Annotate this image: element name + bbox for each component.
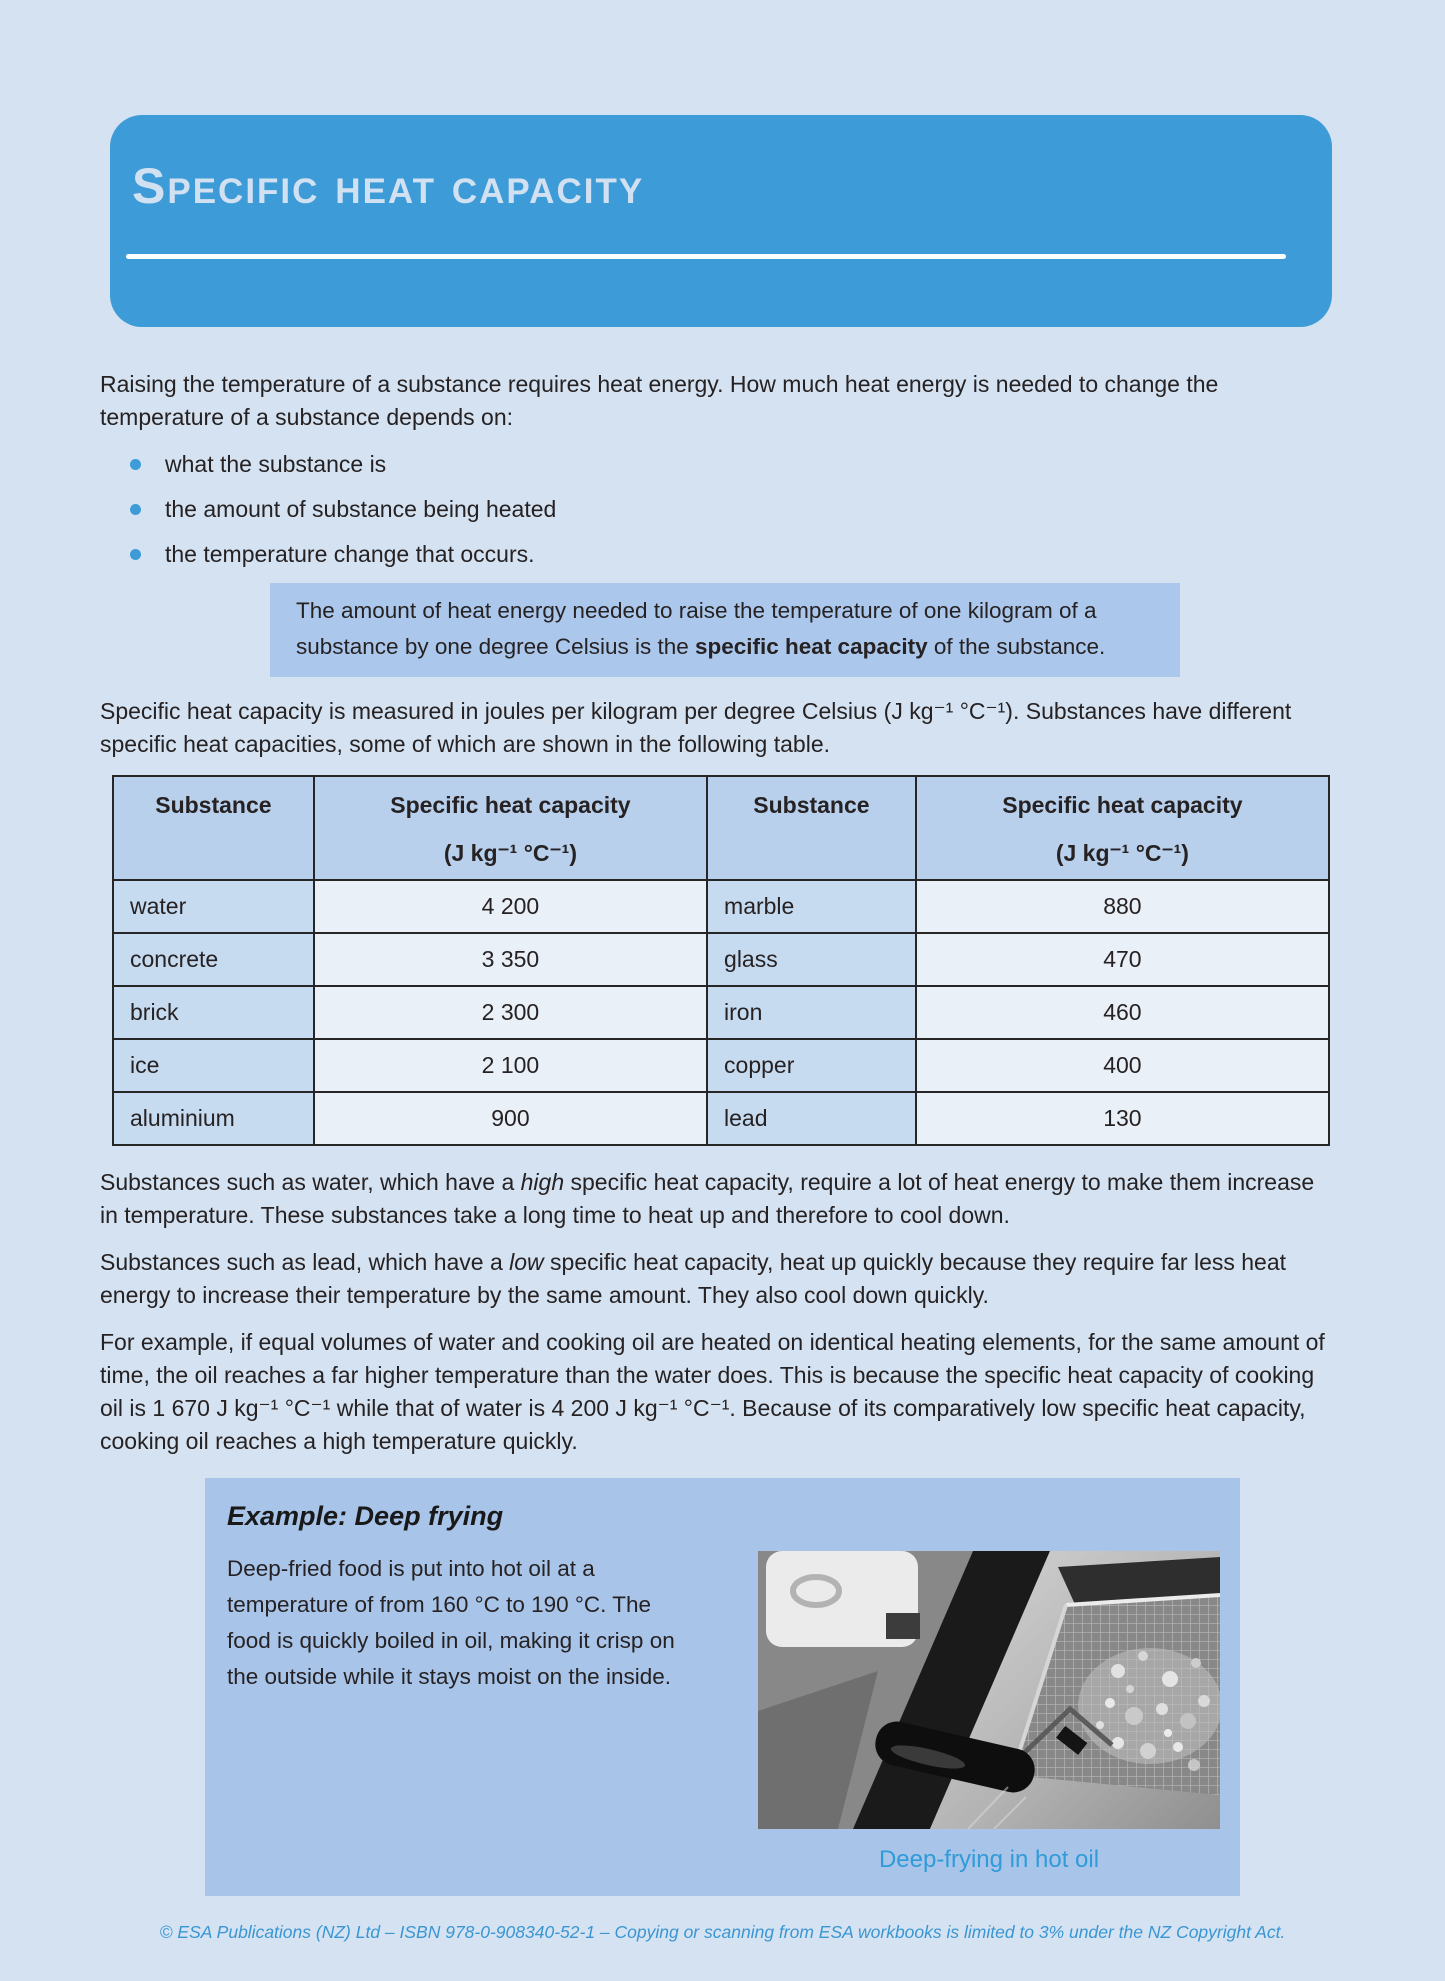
substance-cell: lead [707,1092,916,1145]
specific-heat-capacity-table [112,775,1330,1146]
low-shc-paragraph: Substances such as lead, which have a low specific heat capacity, heat up quickly because they require far less heat energy to increase their temperature by the same amount. They also cool down quickly. [100,1249,1287,1308]
table-row [113,880,1329,933]
example-content [227,1551,1220,1876]
page-footer [0,1922,1445,1943]
bullet-icon [130,459,141,470]
substance-cell: aluminium [113,1092,314,1145]
measurement-paragraph: Specific heat capacity is measured in joules per kilogram per degree Celsius (J kg⁻¹ °C⁻¹). Substances have different specific heat capacities, some of which are shown in the following table. [100,698,1292,757]
definition-callout [270,583,1180,677]
high-shc-paragraph: Substances such as water, which have a high specific heat capacity, require a lot of heat energy to make them increase in temperature. These substances take a long time to heat up and therefore to cool down. [100,1169,1315,1228]
substance-cell: water [113,880,314,933]
example-box [205,1478,1240,1896]
list-item-text: the temperature change that occurs. [165,541,535,567]
list-item-text: the amount of substance being heated [165,496,557,522]
chapter-banner [110,115,1332,327]
column-header-shc [314,776,707,880]
substance-cell: marble [707,880,916,933]
substance-cell: brick [113,986,314,1039]
table-row [113,1092,1329,1145]
column-header-label: Specific heat capacity [1002,792,1243,818]
substance-cell: ice [113,1039,314,1092]
column-header-label: Specific heat capacity [390,792,631,818]
list-item-text: what the substance is [165,451,387,477]
value-cell: 2 300 [314,986,707,1039]
main-content [100,368,1332,1896]
bullet-icon [130,549,141,560]
table-row [113,986,1329,1039]
substance-cell: concrete [113,933,314,986]
value-cell: 4 200 [314,880,707,933]
copyright-text: © ESA Publications (NZ) Ltd – ISBN 978-0-908340-52-1 – Copying or scanning from ESA workbooks is limited to 3% under the NZ Copyright Act. [159,1922,1286,1942]
definition-text: The amount of heat energy needed to raise the temperature of one kilogram of a substance by one degree Celsius is the specific heat capacity of the substance. [296,598,1106,659]
column-header-shc [916,776,1329,880]
table-row [113,933,1329,986]
substance-cell: copper [707,1039,916,1092]
deep-fryer-photo [758,1551,1220,1829]
value-cell: 460 [916,986,1329,1039]
value-cell: 400 [916,1039,1329,1092]
column-header-unit: (J kg⁻¹ °C⁻¹) [443,840,577,866]
value-cell: 2 100 [314,1039,707,1092]
example-figure [758,1551,1220,1876]
column-header-substance: Substance [113,776,314,880]
intro-paragraph: Raising the temperature of a substance requires heat energy. How much heat energy is needed to change the temperature of a substance depends on: [100,371,1219,430]
value-cell: 3 350 [314,933,707,986]
table-header-row [113,776,1329,880]
list-item [100,448,1332,481]
list-item [100,493,1332,526]
title-underline [126,254,1286,259]
substance-cell: glass [707,933,916,986]
list-item [100,538,1332,571]
bullet-icon [130,504,141,515]
value-cell: 900 [314,1092,707,1145]
column-header-substance: Substance [707,776,916,880]
example-body-text: Deep-fried food is put into hot oil at a temperature of from 160 °C to 190 °C. The food is quickly boiled in oil, making it crisp on the outside while it stays moist on the inside. [227,1556,675,1689]
cooking-oil-paragraph: For example, if equal volumes of water and cooking oil are heated on identical heating elements, for the same amount of time, the oil reaches a far higher temperature than the water does. This is because the specific heat capacity of cooking oil is 1 670 J kg⁻¹ °C⁻¹ while that of water is 4 200 J kg⁻¹ °C⁻¹. Because of its comparatively low specific heat capacity, cooking oil reaches a high temperature quickly. [100,1329,1325,1454]
value-cell: 470 [916,933,1329,986]
value-cell: 130 [916,1092,1329,1145]
page-title: Specific heat capacity [132,158,645,214]
photo-caption: Deep-frying in hot oil [878,1846,1100,1873]
value-cell: 880 [916,880,1329,933]
bullet-list [100,448,1332,571]
column-header-unit: (J kg⁻¹ °C⁻¹) [1055,840,1189,866]
table-row [113,1039,1329,1092]
substance-cell: iron [707,986,916,1039]
example-title: Example: Deep frying [227,1501,504,1531]
